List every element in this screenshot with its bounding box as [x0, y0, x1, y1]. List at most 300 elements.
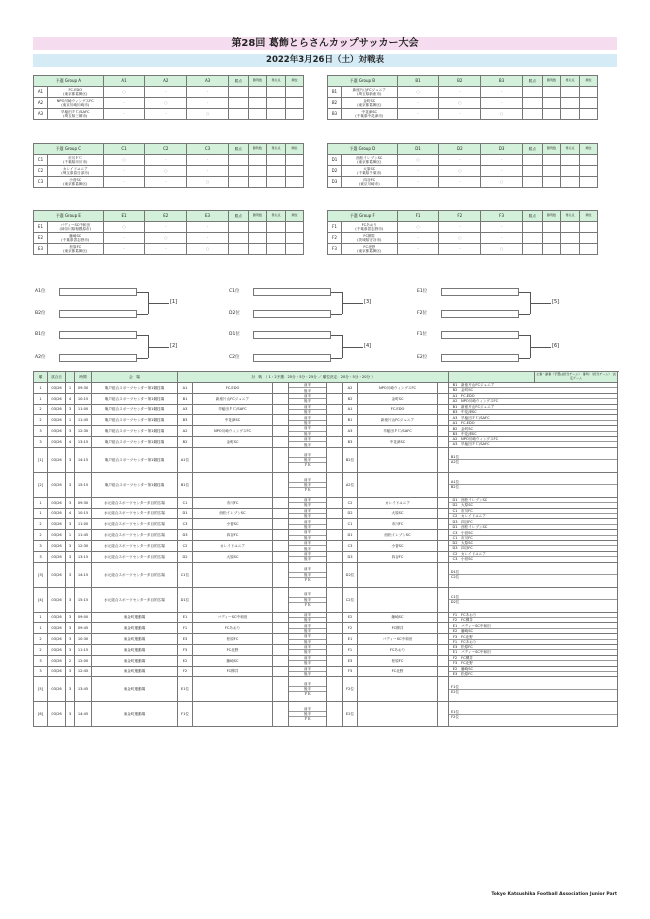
stat-cell	[579, 87, 598, 98]
referee-code: D1	[449, 524, 460, 529]
half-label: 後半	[289, 546, 326, 551]
stat-cell	[561, 244, 580, 255]
match-time: 14:15	[75, 562, 92, 587]
score-halves	[289, 541, 326, 551]
referee-code: F3	[449, 661, 460, 666]
stat-cell	[579, 222, 598, 233]
away-team: 早稲田ＦＣ/SAFC	[358, 426, 438, 437]
half-label: 後半	[289, 535, 326, 540]
team-area: (東京川崎市)	[358, 182, 380, 186]
half-label: 後半	[289, 420, 326, 425]
group-team-row	[328, 244, 617, 255]
referee-code: A1位	[450, 480, 460, 485]
ref-gap	[438, 540, 449, 551]
team-code: F1	[328, 222, 342, 233]
half-label: ＰＫ	[289, 577, 326, 582]
wins-header: 勝利数	[248, 144, 267, 155]
match-row	[34, 623, 618, 634]
match-pitch: 3	[66, 634, 75, 645]
stat-cell	[267, 233, 286, 244]
referee-code: C1	[452, 508, 458, 513]
half-label: ＰＫ	[289, 602, 326, 607]
home-team: 新座片山FCジュニア	[193, 393, 273, 404]
referee-cell	[449, 519, 618, 530]
team-cell	[341, 98, 397, 109]
match-pitch: 1	[66, 415, 75, 426]
half-label: 後半	[289, 597, 326, 602]
match-pitch: 3	[66, 426, 75, 437]
half-labels-cell	[289, 436, 327, 447]
match-venue: 水元総合スポーツセンター多目的広場	[92, 587, 178, 612]
match-time: 09:45	[75, 623, 92, 634]
result-cell: -	[397, 98, 439, 109]
team-area: (神奈川県相模原市)	[59, 227, 92, 231]
referee-team: 西松イレブンSC	[461, 498, 488, 503]
referee-team	[460, 485, 617, 490]
home-score	[273, 436, 289, 447]
result-cell: ○	[481, 177, 523, 188]
stat-cell	[579, 109, 598, 120]
team-name: カレイドユニア	[62, 166, 88, 171]
group-header-row	[34, 144, 323, 155]
team-name: NPO川崎ウィングスFC	[56, 98, 94, 103]
match-time: 09:30	[75, 497, 92, 508]
referee-cell	[449, 702, 618, 727]
referee-cell	[449, 404, 618, 415]
away-team	[358, 472, 438, 497]
referee-list	[449, 656, 617, 665]
home-code: D1	[178, 508, 193, 519]
wins-header: 勝利数	[542, 211, 561, 222]
match-time: 11:00	[75, 519, 92, 530]
team-area: (茨城県守谷市)	[357, 238, 382, 242]
away-code: D3	[343, 551, 358, 562]
match-time: 12:30	[75, 426, 92, 437]
match-date: 03/26	[48, 530, 66, 541]
home-team	[193, 702, 273, 727]
referee-code: E2	[449, 628, 460, 633]
match-date: 03/26	[48, 383, 66, 394]
stat-cell	[267, 155, 286, 166]
match-pitch: 3	[66, 447, 75, 472]
group-team-row	[34, 233, 323, 244]
match-venue: 水元総合スポーツセンター多目的広場	[92, 519, 178, 530]
match-venue: 東金町運動場	[92, 666, 178, 677]
home-code: A1	[178, 383, 193, 394]
referee-cell	[449, 415, 618, 426]
half-label: 前半	[303, 415, 312, 420]
ref-gap	[438, 530, 449, 541]
result-cell: -	[397, 109, 439, 120]
team-name: 金町SC	[363, 98, 376, 103]
match-venue: 東金町運動場	[92, 677, 178, 702]
ref-gap	[438, 623, 449, 634]
team-code: B1	[328, 87, 342, 98]
team-cell	[47, 155, 103, 166]
half-label: 前半	[303, 519, 312, 524]
away-code: E2位	[343, 702, 358, 727]
stat-cell	[579, 177, 598, 188]
rank-header: 順位	[285, 144, 304, 155]
away-code: C2位	[343, 587, 358, 612]
away-score	[327, 540, 343, 551]
group-team-row	[328, 166, 617, 177]
half-label: 後半	[289, 442, 326, 447]
half-labels-cell	[289, 426, 327, 437]
half-label: 前半	[303, 592, 312, 597]
match-round: 1	[34, 623, 48, 634]
home-team: 金町SC	[193, 436, 273, 447]
header-no: 順	[34, 372, 48, 383]
referee-code: C3	[452, 530, 458, 535]
referee-list	[449, 498, 617, 507]
ref-gap	[438, 508, 449, 519]
bracket-match-mark: [4]	[364, 342, 372, 349]
match-row	[34, 519, 618, 530]
home-team: 松原FC	[193, 634, 273, 645]
result-cell: -	[103, 244, 145, 255]
team-code: B2	[328, 98, 342, 109]
match-venue: 水元総合スポーツセンター多目的広場	[92, 530, 178, 541]
result-cell: -	[397, 244, 439, 255]
ref-gap	[438, 551, 449, 562]
bracket-match-mark: [3]	[364, 299, 372, 305]
referee-code: C3	[449, 557, 460, 562]
result-cell: -	[187, 155, 229, 166]
half-label: 後半	[289, 388, 326, 393]
stat-cell	[522, 244, 542, 255]
stat-cell	[248, 109, 267, 120]
score-halves	[289, 383, 326, 393]
referee-team: FCあおり	[461, 612, 477, 617]
ref-gap	[438, 393, 449, 404]
stat-cell	[285, 109, 304, 120]
referee-team: FC柳井	[460, 617, 617, 622]
home-code: E3	[178, 634, 193, 645]
tournament-title: 第28回 葛飾とらさんカップサッカー大会	[33, 37, 617, 50]
stat-cell	[561, 155, 580, 166]
stat-cell	[579, 166, 598, 177]
home-score	[273, 472, 289, 497]
referee-code: F2位	[449, 714, 460, 719]
stat-cell	[228, 222, 248, 233]
match-round: [5]	[34, 677, 48, 702]
referee-list	[449, 509, 617, 518]
result-cell: ○	[145, 166, 187, 177]
result-cell: ○	[481, 244, 523, 255]
away-code: C2	[343, 497, 358, 508]
half-label: 前半	[303, 645, 312, 650]
group-header-row	[34, 76, 323, 87]
result-cell: -	[481, 222, 523, 233]
bracket-seed-label: E2位	[417, 355, 428, 360]
referee-code: D1位	[450, 570, 460, 575]
away-score	[327, 472, 343, 497]
referee-list	[449, 383, 617, 392]
points-header: 勝点	[522, 211, 542, 222]
referee-code: A3	[452, 415, 458, 420]
referee-team: 市川FC	[461, 508, 473, 513]
referee-code: B2	[452, 426, 458, 431]
score-halves	[289, 426, 326, 436]
referee-list	[449, 552, 617, 561]
referee-list	[449, 427, 617, 436]
header-ref-blank	[449, 372, 535, 383]
bracket-team-box	[59, 288, 137, 296]
referee-team: 早稲田ＦＣ/SAFC	[460, 442, 617, 447]
match-row	[34, 702, 618, 727]
referee-team: FC北野	[460, 661, 617, 666]
away-code: D2	[343, 508, 358, 519]
referee-code: B2位	[450, 485, 460, 490]
match-row	[34, 644, 618, 655]
match-pitch: 3	[66, 644, 75, 655]
referee-list	[449, 635, 617, 644]
referee-team	[460, 689, 617, 694]
away-score	[327, 562, 343, 587]
team-area: (東京都葛飾区)	[357, 160, 382, 164]
header-time: 時間	[75, 372, 92, 383]
bracket-seed-label: B2位	[35, 311, 46, 316]
referee-code: C1位	[450, 595, 460, 600]
half-label: 前半	[303, 477, 312, 482]
away-score	[327, 551, 343, 562]
group-col-code: E3	[187, 211, 229, 222]
team-cell	[341, 109, 397, 120]
match-round: 2	[34, 530, 48, 541]
group-team-row	[34, 222, 323, 233]
score-halves	[289, 592, 326, 607]
stat-cell	[267, 222, 286, 233]
match-venue: 東金町運動場	[92, 623, 178, 634]
away-code: B1	[343, 415, 358, 426]
referee-code: B1	[452, 404, 458, 409]
away-score	[327, 508, 343, 519]
group-col-code: C2	[145, 144, 187, 155]
home-score	[273, 497, 289, 508]
referee-team: 大原SC	[461, 541, 474, 546]
match-date: 03/26	[48, 497, 66, 508]
referee-cell	[449, 447, 618, 472]
result-cell: ○	[187, 109, 229, 120]
ref-gap	[438, 634, 449, 645]
referee-list	[449, 667, 617, 676]
half-labels-cell	[289, 551, 327, 562]
referee-code: B1位	[450, 455, 460, 460]
match-venue: 亀戸総合スポーツセンター第1競技場	[92, 447, 178, 472]
stat-cell	[248, 222, 267, 233]
away-score	[327, 404, 343, 415]
result-cell: -	[439, 222, 481, 233]
away-code: F2位	[343, 677, 358, 702]
result-cell: -	[103, 233, 145, 244]
referee-list	[449, 480, 617, 489]
stat-cell	[561, 177, 580, 188]
referee-cell	[449, 540, 618, 551]
home-team: 大原SC	[193, 551, 273, 562]
referee-cell	[449, 587, 618, 612]
referee-list	[449, 710, 617, 719]
referee-code: D3	[452, 519, 458, 524]
referee-team: FC.EDO	[461, 394, 475, 399]
away-score	[327, 702, 343, 727]
half-label: 前半	[303, 383, 312, 388]
team-code: A1	[34, 87, 48, 98]
match-time: 12:30	[75, 540, 92, 551]
result-cell: ○	[397, 87, 439, 98]
stat-cell	[285, 244, 304, 255]
bracket-line	[137, 358, 148, 359]
result-cell: -	[103, 98, 145, 109]
ref-gap	[438, 404, 449, 415]
away-code: D2位	[343, 562, 358, 587]
home-code: E1	[178, 612, 193, 623]
wins-header: 勝利数	[248, 76, 267, 87]
half-labels-cell	[289, 655, 327, 666]
stat-cell	[522, 87, 542, 98]
match-time: 10:15	[75, 508, 92, 519]
stat-cell	[285, 233, 304, 244]
half-label: 後半	[289, 661, 326, 666]
group-col-code: F2	[439, 211, 481, 222]
ref-gap	[438, 383, 449, 394]
result-cell: -	[145, 155, 187, 166]
team-cell	[47, 109, 103, 120]
home-code: C2	[178, 540, 193, 551]
match-time: 09:00	[75, 612, 92, 623]
home-score	[273, 447, 289, 472]
goal-diff-header: 得失点	[561, 144, 580, 155]
match-date: 03/26	[48, 677, 66, 702]
team-area: (東京都葛飾区)	[357, 249, 382, 253]
home-code: B2	[178, 436, 193, 447]
home-code: E2	[178, 655, 193, 666]
header-period: 試合日	[48, 372, 66, 383]
home-code: F3	[178, 644, 193, 655]
away-code: C3	[343, 540, 358, 551]
bracket-match-mark: [2]	[170, 342, 178, 349]
group-header-row	[34, 211, 323, 222]
referee-team: 早稲田ＦＣ/SAFC	[461, 415, 490, 420]
home-team: 四谷FC	[193, 530, 273, 541]
referee-cell	[449, 644, 618, 655]
match-date: 03/26	[48, 623, 66, 634]
stat-cell	[522, 155, 542, 166]
home-score	[273, 383, 289, 394]
team-area: (東京都葛飾区)	[63, 92, 88, 96]
result-cell: ○	[439, 233, 481, 244]
referee-code: C2	[452, 552, 458, 557]
referee-cell	[449, 655, 618, 666]
group-team-row	[328, 109, 617, 120]
match-round: 2	[34, 644, 48, 655]
stat-cell	[285, 98, 304, 109]
referee-cell	[449, 472, 618, 497]
away-code: F1	[343, 644, 358, 655]
match-row	[34, 426, 618, 437]
match-time: 13:15	[75, 551, 92, 562]
goal-diff-header: 得失点	[267, 76, 286, 87]
away-team: FCあおり	[358, 644, 438, 655]
stat-cell	[542, 233, 561, 244]
result-cell: ○	[145, 98, 187, 109]
group-team-row	[34, 109, 323, 120]
match-time: 10:30	[75, 634, 92, 645]
result-cell: -	[397, 177, 439, 188]
stat-cell	[248, 244, 267, 255]
result-cell: -	[103, 177, 145, 188]
away-score	[327, 530, 343, 541]
referee-team: 藤崎SC	[460, 628, 617, 633]
match-pitch: 3	[66, 666, 75, 677]
home-score	[273, 644, 289, 655]
home-score	[273, 666, 289, 677]
referee-code: A2位	[450, 460, 460, 465]
match-venue: 亀戸総合スポーツセンター第1競技場	[92, 404, 178, 415]
team-code: D1	[328, 155, 342, 166]
match-venue: 東金町運動場	[92, 644, 178, 655]
away-code: A2位	[343, 472, 358, 497]
referee-code: A2	[449, 399, 460, 404]
ref-gap	[438, 426, 449, 437]
team-name: FC北野	[363, 244, 376, 249]
stat-cell	[561, 87, 580, 98]
referee-team: バディーSC中和田	[460, 650, 617, 655]
ref-gap	[438, 644, 449, 655]
group-team-row	[34, 177, 323, 188]
bracket-line	[331, 314, 342, 315]
match-row	[34, 508, 618, 519]
group-header-row	[328, 76, 617, 87]
home-score	[273, 540, 289, 551]
bracket-team-box	[441, 331, 519, 339]
date-title: 2022年3月26日（土）対戦表	[33, 54, 617, 67]
match-row	[34, 677, 618, 702]
bracket-team-box	[253, 354, 331, 362]
stat-cell	[522, 109, 542, 120]
goal-diff-header: 得失点	[561, 211, 580, 222]
team-cell	[341, 222, 397, 233]
ref-gap	[438, 472, 449, 497]
home-team: 小菅SC	[193, 519, 273, 530]
away-team	[358, 677, 438, 702]
team-code: A2	[34, 98, 48, 109]
match-round: 1	[34, 383, 48, 394]
referee-cell	[449, 666, 618, 677]
away-score	[327, 623, 343, 634]
group-team-row	[328, 87, 617, 98]
team-name: 市川ＦＣ	[68, 155, 83, 160]
referee-code: D2	[449, 503, 460, 508]
team-name: 早稲田ＦＣ/SAFC	[60, 109, 90, 114]
match-row	[34, 383, 618, 394]
result-cell: -	[481, 166, 523, 177]
rank-header: 順位	[579, 144, 598, 155]
team-name: 西松イレブンSC	[356, 155, 383, 160]
ref-gap	[438, 436, 449, 447]
match-venue: 水元総合スポーツセンター多目的広場	[92, 497, 178, 508]
rank-header: 順位	[285, 211, 304, 222]
match-venue: 東金町運動場	[92, 634, 178, 645]
match-round: [1]	[34, 447, 48, 472]
team-cell	[341, 244, 397, 255]
match-venue: 亀戸総合スポーツセンター第1競技場	[92, 472, 178, 497]
referee-cell	[449, 634, 618, 645]
match-date: 03/26	[48, 702, 66, 727]
bracket-seed-label: B1位	[35, 332, 46, 337]
rank-header: 順位	[579, 76, 598, 87]
schedule-table	[33, 371, 618, 727]
